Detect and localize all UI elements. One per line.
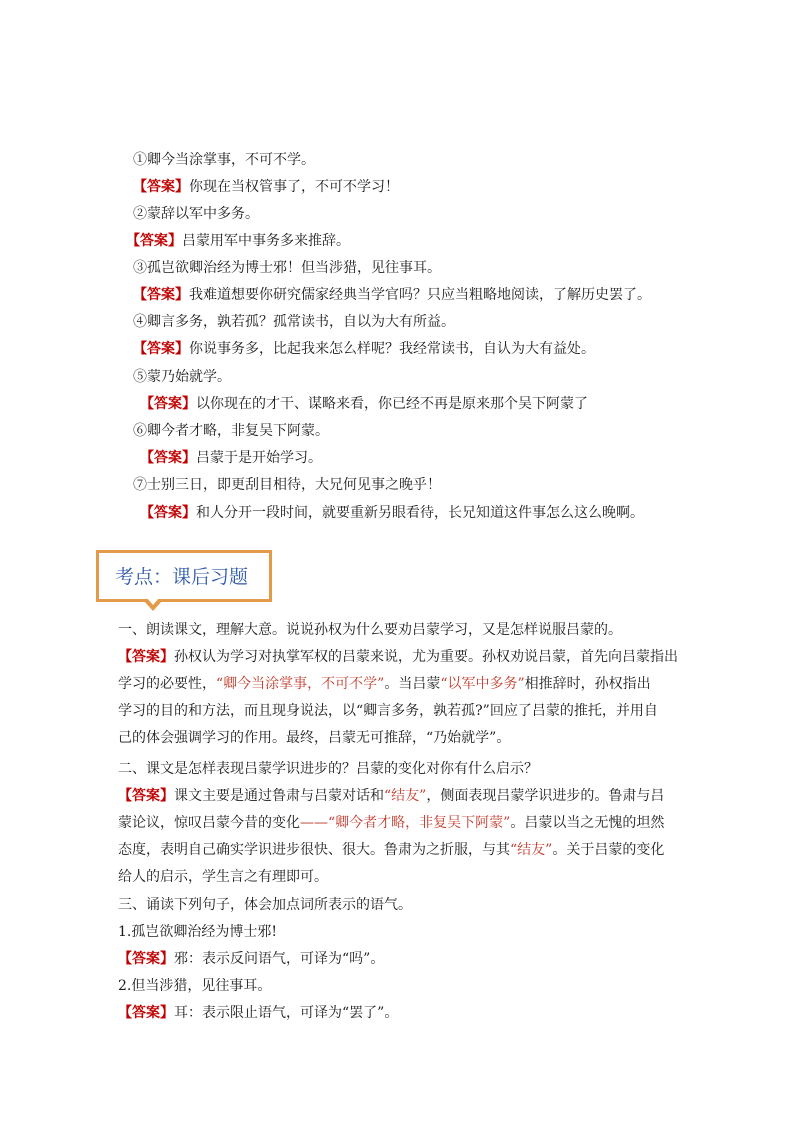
sentence-1: ①卿今当涂掌事，不可不学。: [133, 152, 315, 168]
answer-text: ，侧面表现吕蒙学识进步的。鲁肃与吕: [426, 788, 665, 804]
answer-text: 。吕蒙以当之无愧的坦然: [510, 815, 665, 831]
answer-2: [126, 231, 350, 251]
exercise-2-answer-line-1: [118, 786, 664, 806]
quoted-phrase: “结友”: [510, 842, 553, 858]
quoted-phrase: “结友”: [384, 788, 427, 804]
answer-tag: 【答案】: [133, 287, 189, 303]
answer-6: [140, 448, 322, 468]
section-heading-box: [96, 550, 272, 602]
sentence-3: ③孤岂欲卿治经为博士邪！但当涉猎，见往事耳。: [133, 260, 441, 276]
sentence-6: ⑥卿今者才略，非复吴下阿蒙。: [133, 423, 329, 439]
sentence-7: ⑦士别三日，即更刮目相待，大兄何见事之晚乎！: [133, 477, 441, 493]
answer-tag: 【答案】: [118, 788, 174, 804]
section-title: 考点：课后习题: [115, 566, 249, 588]
exercise-1-question: 一、朗读课文，理解大意。说说孙权为什么要劝吕蒙学习，又是怎样说服吕蒙的。: [118, 622, 622, 638]
exercise-3-sentence-2: 2.但当涉猎，见往事耳。: [118, 978, 272, 994]
exercise-1-answer-line-2: [118, 674, 651, 694]
answer-tag: 【答案】: [133, 179, 189, 195]
answer-text: 以你现在的才干、谋略来看，你已经不再是原来那个吴下阿蒙了: [196, 396, 588, 412]
exercise-2-question: 二、课文是怎样表现吕蒙学识进步的？吕蒙的变化对你有什么启示？: [118, 761, 538, 777]
exercise-3-answer-1: [118, 949, 384, 969]
answer-text: 你现在当权管事了，不可不学习！: [189, 179, 399, 195]
answer-text: 吕蒙于是开始学习。: [196, 450, 322, 466]
answer-tag: 【答案】: [133, 341, 189, 357]
exercise-2-answer-line-3: [118, 840, 664, 860]
answer-tag: 【答案】: [140, 450, 196, 466]
exercise-2-answer-line-2: [118, 813, 664, 833]
exercise-1-answer-line-1: [118, 647, 678, 667]
answer-3: [133, 285, 651, 305]
answer-5: [140, 394, 588, 414]
quoted-phrase: “卿今当涂掌事，不可不学”: [216, 676, 385, 692]
sentence-5: ⑤蒙乃始就学。: [133, 369, 231, 385]
exercise-3-answer-2: [118, 1003, 398, 1023]
answer-text: 。关于吕蒙的变化: [552, 842, 665, 858]
quoted-phrase: ——“卿今者才略，非复吴下阿蒙”: [300, 815, 511, 831]
answer-tag: 【答案】: [126, 233, 182, 249]
exercise-1-answer-line-3: 学习的目的和方法，而且现身说法，以“卿言多务，孰若孤?”回应了吕蒙的推托，并用自: [118, 703, 658, 719]
answer-text: 我难道想要你研究儒家经典当学官吗？只应当粗略地阅读，了解历史罢了。: [189, 287, 651, 303]
answer-7: [140, 503, 644, 523]
answer-tag: 【答案】: [140, 396, 196, 412]
answer-text: 邪：表示反问语气，可译为“吗”。: [174, 951, 385, 967]
exercise-3-sentence-1: 1.孤岂欲卿治经为博士邪!: [118, 924, 277, 940]
sentence-4: ④卿言多务，孰若孤？孤常读书，自以为大有所益。: [133, 314, 455, 330]
exercise-1-answer-line-4: 己的体会强调学习的作用。最终，吕蒙无可推辞，“乃始就学”。: [118, 730, 511, 746]
answer-1: [133, 177, 399, 197]
callout-pointer: [144, 601, 162, 611]
answer-tag: 【答案】: [118, 1005, 174, 1021]
answer-text: 吕蒙用军中事务多来推辞。: [182, 233, 350, 249]
answer-tag: 【答案】: [140, 505, 196, 521]
answer-text: 蒙论议，惊叹吕蒙今昔的变化: [118, 815, 300, 831]
answer-text: 耳：表示限止语气，可译为“罢了”。: [174, 1005, 399, 1021]
sentence-2: ②蒙辞以军中多务。: [133, 206, 259, 222]
answer-text: 课文主要是通过鲁肃与吕蒙对话和: [174, 788, 384, 804]
answer-text: 和人分开一段时间，就要重新另眼看待，长兄知道这件事怎么这么晚啊。: [196, 505, 644, 521]
answer-text: 态度，表明自己确实学识进步很快、很大。鲁肃为之折服，与其: [118, 842, 510, 858]
exercise-3-question: 三、诵读下列句子，体会加点词所表示的语气。: [118, 897, 412, 913]
exercise-2-answer-line-4: 给人的启示，学生言之有理即可。: [118, 869, 328, 885]
answer-tag: 【答案】: [118, 951, 174, 967]
quoted-phrase: “以军中多务”: [440, 676, 525, 692]
answer-text: 你说事务多，比起我来怎么样呢？我经常读书，自认为大有益处。: [189, 341, 595, 357]
answer-4: [133, 339, 595, 359]
answer-text: 学习的必要性，: [118, 676, 216, 692]
answer-text: 孙权认为学习对执掌军权的吕蒙来说，尤为重要。孙权劝说吕蒙，首先向吕蒙指出: [174, 649, 678, 665]
answer-text: 。当吕蒙: [384, 676, 441, 692]
answer-tag: 【答案】: [118, 649, 174, 665]
answer-text: 相推辞时，孙权指出: [524, 676, 651, 692]
